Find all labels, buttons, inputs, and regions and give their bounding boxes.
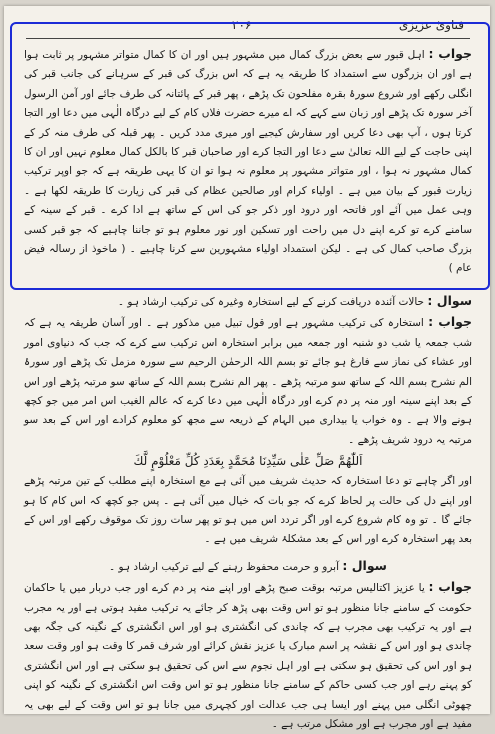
answer-text-3: یا عزیز اکتالیس مرتبہ بوقت صبح پڑھے اور اپنے منہ پر دم کرے اور جب دربار میں یا حاکمان حکومت کے سامنے جانا منظور ہو تو اس وقت بھی پڑھ کر جائے یہ ترکیب مفید ہوتی ہے اور یہ مجرب ہے اور یہ ترکیب بھی مجرب ہے کہ چاندی کی انگشتری ہو اور اس انگشتری کے نگینہ کی جگہ بھی چاندی ہو اور اس کے نقشہ پر اسم مبارک یا عزیز نقش کرائے اور شرف قمر کا وقت ہو اور وقت سعد ہو اور اس کی تحقیق ہو سکتی ہے اور اہل نجوم سے اس کی تحقیق ہو سکتی ہے اور اس انگشتری کو پہنے رہے اور جب کسی حاکم کے سامنے جانا منظور ہو تو اس وقت اس انگشتری کے نگینہ کو اپنی چھوٹی انگلی میں پہنے اور ایسا ہی جب عدالت اور کچہری میں جانا ہو تو اس وقت کے لیے بھی یہ مفید ہے اور مجرب ہے اور مشکل مرتب ہے ۔ bbox=[24, 582, 472, 730]
answer-paragraph-2 bbox=[24, 312, 472, 450]
answer-label: جواب : bbox=[428, 46, 472, 61]
question-label: سوال : bbox=[342, 557, 387, 573]
question-paragraph-2 bbox=[24, 556, 472, 577]
answer-label: جواب : bbox=[428, 314, 472, 330]
question-text-2: آبرو و حرمت محفوظ رہنے کے لیے ترکیب ارشاد ہو ۔ bbox=[109, 560, 340, 573]
question-label: سوال : bbox=[427, 292, 472, 308]
document-page bbox=[4, 6, 490, 730]
answer-text-1: اہل قبور سے بعض بزرگ کمال میں مشہور ہیں اور ان کا کمال متواتر مشہور پر ثابت ہوا ہے اور ان بزرگوں سے استمداد کا طریقہ یہ ہے کہ اس بزرگ کی قبر کے سرہانے کی جانب قبر کی انگلی رکھے اور شروع سورۂ بقرہ مفلحون تک پڑھے ، پھر قبر کے پائتانہ کی طرف جائے اور آمن الرسول آخر سورہ تک پڑھے اور زبان سے کہے کہ اے میرے حضرت فلاں کام کے لیے درگاہ الٰہی میں دعا اور التجا کرتا ہوں ، آپ بھی دعا کریں اور سفارش کیجیے اور میری مدد کریں ۔ پھر قبلہ کی طرف منہ کر کے اپنی حاجت کے لیے اللہ تعالیٰ سے دعا اور التجا کرے اور صاحبان قبر کا بالکل کمال معلوم نہیں اور ان کا کمال مشہور نہ ہوا ، اور متواتر مشہور پر معلوم نہ ہوا تو ان کا یہی طریقہ ہے کہ جو اوپر ترکیب زیارت قبور کے بیان میں ہے ۔ اولیاء کرام اور صالحین عظام کی قبر کی زیارت کا طریقہ لکھا ہے ۔ وہی عمل میں آئے اور فاتحہ اور درود اور ذکر جو کی اس کے ساتھ ہے ادا کرے ۔ قبر کے سینہ کے سامنے کرے تو کرے اپنے دل میں راحت اور تسکین اور نور معلوم ہو تو جاننا چاہیے کہ جو قبر کسی بزرگ صاحب کمال کی ہے ۔ لیکن استمداد اولیاء مشہورین سے کرنا چاہیے ۔ bbox=[24, 49, 472, 256]
question-paragraph-1 bbox=[24, 291, 472, 312]
source-note: ( ماخوذ از رسالہ فیض عام ) bbox=[24, 243, 472, 275]
answer-label: جواب : bbox=[428, 579, 473, 595]
text-paragraph: اور اگر چاہے تو دعا استخارہ کہ حدیث شریف میں آئی ہے مع استخارہ اپنے مطلب کے تین مرتبہ پڑھے اور اپنے دل کی حالت پر لحاظ کرے کہ جو بات کہ خیال میں آئی ہے ۔ پس جو کچھ کہ اس کام کا ہو جائے گا ۔ تو وہ کام شروع کرے اور اگر تردد اس میں ہو تو پھر سات روز تک موقوف رکھے اور اس کے بعد پھر استخارہ کرے اور اس کے بعد مشکلۂ شریف میں ہے ۔ bbox=[24, 475, 472, 546]
durood-arabic: اَللّٰهُمَّ صَلِّ عَلٰى سَيِّدِنَا مُحَمَّدٍ بِعَدَدِ كُلِّ مَعْلُوْمٍ لَّكَ bbox=[133, 454, 363, 469]
page-body bbox=[24, 44, 472, 734]
answer-paragraph-1 bbox=[24, 44, 472, 279]
page-number: ۲۰۶ bbox=[232, 18, 252, 32]
book-title: فتاویٰ عزیزی bbox=[398, 18, 464, 32]
answer-paragraph-3 bbox=[24, 577, 472, 734]
answer-text-2: استخارہ کی ترکیب مشہور ہے اور قول تبیل میں مذکور ہے ۔ اور آسان طریقہ یہ ہے کہ شب جمعہ یا شب دو شنبہ اور جمعہ میں برابر استخارہ اس ترکیب سے کرے کہ جب کہ دنیاوی امور اور عشاء کی نماز سے فارغ ہو جائے تو بسم اللہ الرحمٰن الرحیم سے سورہ مزمل تک پڑھے اور سورۂ الم نشرح بسم اللہ کے ساتھ سو مرتبہ پڑھے ۔ پھر الم نشرح بسم اللہ کے ساتھ سو مرتبہ پڑھے اور اس کے بعد اپنے سینہ اور منہ پر دم کرے اور درگاہ الٰہی میں دعا کرے کہ عالم الغیب اس امر میں جو کچھ ہونے والا ہے ۔ وہ خواب یا بیداری میں الہام کے ذریعہ سے مجھ کو معلوم کرادے اور اس کے بعد سو مرتبہ یہ درود شریف پڑھے ۔ bbox=[24, 317, 472, 446]
question-text-1: حالات آئندہ دریافت کرنے کے لیے استخارہ وغیرہ کی ترکیب ارشاد ہو ۔ bbox=[117, 295, 425, 308]
